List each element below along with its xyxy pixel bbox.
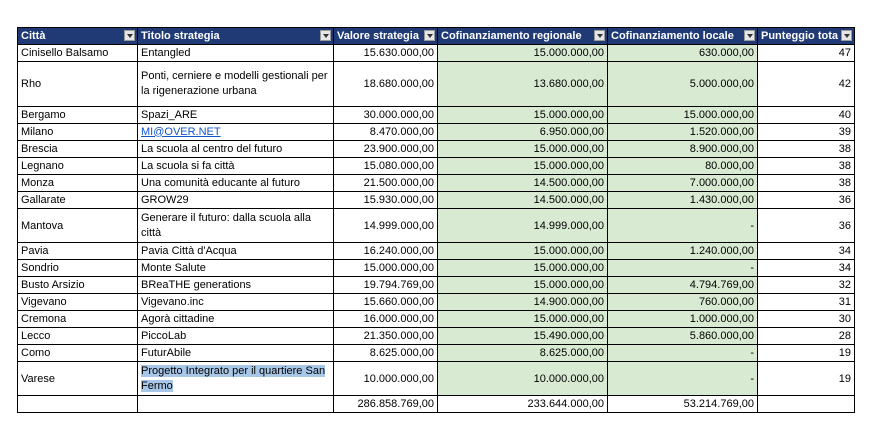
cell-locale[interactable]: 5.000.000,00 [608,62,758,107]
cell-locale[interactable]: 5.860.000,00 [608,328,758,345]
cell-locale[interactable]: 80.000,00 [608,158,758,175]
table-row [18,311,855,328]
cell-citta[interactable]: Como [18,345,138,362]
cell-citta[interactable]: Cinisello Balsamo [18,45,138,62]
table-row [18,209,855,243]
cell-titolo[interactable]: Spazi_ARE [138,107,334,124]
cell-punteggio[interactable]: 28 [758,328,855,345]
cell-regionale[interactable]: 15.000.000,00 [438,311,608,328]
cell-locale[interactable]: - [608,209,758,243]
cell-punteggio[interactable]: 39 [758,124,855,141]
cell-punteggio[interactable]: 32 [758,277,855,294]
header-punteggio[interactable]: Punteggio tota [758,28,855,45]
cell-regionale[interactable]: 14.500.000,00 [438,175,608,192]
cell-citta[interactable]: Legnano [18,158,138,175]
cell-regionale[interactable]: 14.900.000,00 [438,294,608,311]
cell-locale[interactable]: - [608,260,758,277]
cell-regionale[interactable]: 15.000.000,00 [438,158,608,175]
cell-regionale[interactable]: 15.000.000,00 [438,107,608,124]
cell-citta[interactable]: Cremona [18,311,138,328]
cell-regionale[interactable]: 6.950.000,00 [438,124,608,141]
cell-titolo[interactable]: BReaTHE generations [138,277,334,294]
cell-locale[interactable]: 1.240.000,00 [608,243,758,260]
cell-titolo[interactable]: Entangled [138,45,334,62]
cell-valore[interactable]: 15.000.000,00 [334,260,438,277]
table-row [18,243,855,260]
cell-locale[interactable]: 7.000.000,00 [608,175,758,192]
cell-valore[interactable]: 23.900.000,00 [334,141,438,158]
table-row [18,107,855,124]
cell-citta[interactable]: Milano [18,124,138,141]
cell-valore[interactable]: 15.630.000,00 [334,45,438,62]
cell-citta[interactable]: Bergamo [18,107,138,124]
cell-valore[interactable]: 16.000.000,00 [334,311,438,328]
cell-regionale[interactable]: 8.625.000,00 [438,345,608,362]
cell-valore[interactable]: 8.470.000,00 [334,124,438,141]
cell-titolo[interactable]: Una comunità educante al futuro [138,175,334,192]
cell-punteggio[interactable]: 36 [758,192,855,209]
cell-punteggio[interactable]: 19 [758,362,855,396]
empty-cell[interactable] [18,396,138,413]
empty-cell[interactable] [758,396,855,413]
cell-locale[interactable]: 760.000,00 [608,294,758,311]
cell-citta[interactable]: Vigevano [18,294,138,311]
cell-punteggio[interactable]: 34 [758,243,855,260]
header-regionale[interactable]: Cofinanziamento regionale [438,28,608,45]
cell-valore[interactable]: 21.350.000,00 [334,328,438,345]
table-row [18,124,855,141]
cell-punteggio[interactable]: 42 [758,62,855,107]
header-titolo[interactable]: Titolo strategia [138,28,334,45]
cell-punteggio[interactable]: 38 [758,175,855,192]
cell-citta[interactable]: Mantova [18,209,138,243]
cell-citta[interactable]: Pavia [18,243,138,260]
cell-regionale[interactable]: 13.680.000,00 [438,62,608,107]
table-row [18,260,855,277]
spreadsheet [17,27,855,413]
title-link-anchor[interactable]: MI@OVER.NET [141,125,221,138]
cell-valore[interactable]: 18.680.000,00 [334,62,438,107]
table-row [18,345,855,362]
cell-citta[interactable]: Lecco [18,328,138,345]
cell-titolo[interactable]: Ponti, cerniere e modelli gestionali per la rigenerazione urbana [138,62,334,107]
cell-citta[interactable]: Gallarate [18,192,138,209]
cell-valore[interactable]: 14.999.000,00 [334,209,438,243]
cell-punteggio[interactable]: 47 [758,45,855,62]
cell-punteggio[interactable]: 38 [758,141,855,158]
table-row [18,192,855,209]
cell-punteggio[interactable]: 34 [758,260,855,277]
filter-dropdown-icon[interactable] [320,30,331,41]
cell-valore[interactable]: 15.080.000,00 [334,158,438,175]
cell-regionale[interactable]: 15.000.000,00 [438,277,608,294]
cell-regionale[interactable]: 15.000.000,00 [438,243,608,260]
cell-locale[interactable]: - [608,345,758,362]
total-regionale[interactable]: 233.644.000,00 [438,396,608,413]
cell-valore[interactable]: 30.000.000,00 [334,107,438,124]
cell-regionale[interactable]: 10.000.000,00 [438,362,608,396]
total-valore[interactable]: 286.858.769,00 [334,396,438,413]
cell-titolo[interactable]: Generare il futuro: dalla scuola alla città [138,209,334,243]
cell-citta[interactable]: Varese [18,362,138,396]
cell-citta[interactable]: Busto Arsizio [18,277,138,294]
cell-titolo[interactable]: Vigevano.inc [138,294,334,311]
table-row [18,277,855,294]
cell-valore[interactable]: 15.660.000,00 [334,294,438,311]
cell-titolo[interactable]: Monte Salute [138,260,334,277]
table-row [18,175,855,192]
cell-citta[interactable]: Sondrio [18,260,138,277]
cell-regionale[interactable]: 15.000.000,00 [438,45,608,62]
totals-row [18,396,855,413]
cell-titolo[interactable]: FuturAbile [138,345,334,362]
table-row [18,294,855,311]
header-citta[interactable]: Città [18,28,138,45]
cell-punteggio[interactable]: 40 [758,107,855,124]
table-row [18,141,855,158]
cell-regionale[interactable]: 15.490.000,00 [438,328,608,345]
cell-locale[interactable]: 630.000,00 [608,45,758,62]
table-row [18,45,855,62]
cell-valore[interactable]: 8.625.000,00 [334,345,438,362]
cell-titolo[interactable]: PiccoLab [138,328,334,345]
cell-titolo[interactable]: Progetto Integrato per il quartiere San Fermo [138,362,334,396]
cell-valore[interactable]: 16.240.000,00 [334,243,438,260]
cell-locale[interactable]: - [608,362,758,396]
filter-dropdown-icon[interactable] [744,30,755,41]
sort-descending-icon[interactable] [841,30,852,41]
cell-punteggio[interactable]: 31 [758,294,855,311]
header-locale[interactable]: Cofinanziamento locale [608,28,758,45]
cell-valore[interactable]: 21.500.000,00 [334,175,438,192]
cell-locale[interactable]: 1.000.000,00 [608,311,758,328]
empty-cell[interactable] [138,396,334,413]
cell-punteggio[interactable]: 38 [758,158,855,175]
table-row [18,158,855,175]
header-valore[interactable]: Valore strategia [334,28,438,45]
cell-locale[interactable]: 1.430.000,00 [608,192,758,209]
cell-locale[interactable]: 1.520.000,00 [608,124,758,141]
table-row [18,362,855,396]
cell-citta[interactable]: Monza [18,175,138,192]
cell-titolo[interactable]: GROW29 [138,192,334,209]
filter-dropdown-icon[interactable] [124,30,135,41]
total-locale[interactable]: 53.214.769,00 [608,396,758,413]
cell-titolo[interactable]: La scuola si fa città [138,158,334,175]
table-row [18,328,855,345]
cell-locale[interactable]: 4.794.769,00 [608,277,758,294]
cell-punteggio[interactable]: 19 [758,345,855,362]
cell-titolo[interactable]: Agorà cittadine [138,311,334,328]
cell-titolo[interactable]: Pavia Città d'Acqua [138,243,334,260]
header-row [18,28,855,45]
cell-regionale[interactable]: 14.500.000,00 [438,192,608,209]
cell-locale[interactable]: 15.000.000,00 [608,107,758,124]
cell-locale[interactable]: 8.900.000,00 [608,141,758,158]
cell-valore[interactable]: 10.000.000,00 [334,362,438,396]
cell-citta[interactable]: Brescia [18,141,138,158]
cell-valore[interactable]: 19.794.769,00 [334,277,438,294]
table-row [18,62,855,107]
filter-dropdown-icon[interactable] [594,30,605,41]
cell-titolo[interactable]: La scuola al centro del futuro [138,141,334,158]
cell-valore[interactable]: 15.930.000,00 [334,192,438,209]
strategy-table [17,27,855,413]
cell-citta[interactable]: Rho [18,62,138,107]
filter-dropdown-icon[interactable] [424,30,435,41]
cell-punteggio[interactable]: 30 [758,311,855,328]
cell-regionale[interactable]: 15.000.000,00 [438,141,608,158]
cell-titolo[interactable] [138,124,334,141]
cell-regionale[interactable]: 15.000.000,00 [438,260,608,277]
cell-regionale[interactable]: 14.999.000,00 [438,209,608,243]
cell-punteggio[interactable]: 36 [758,209,855,243]
